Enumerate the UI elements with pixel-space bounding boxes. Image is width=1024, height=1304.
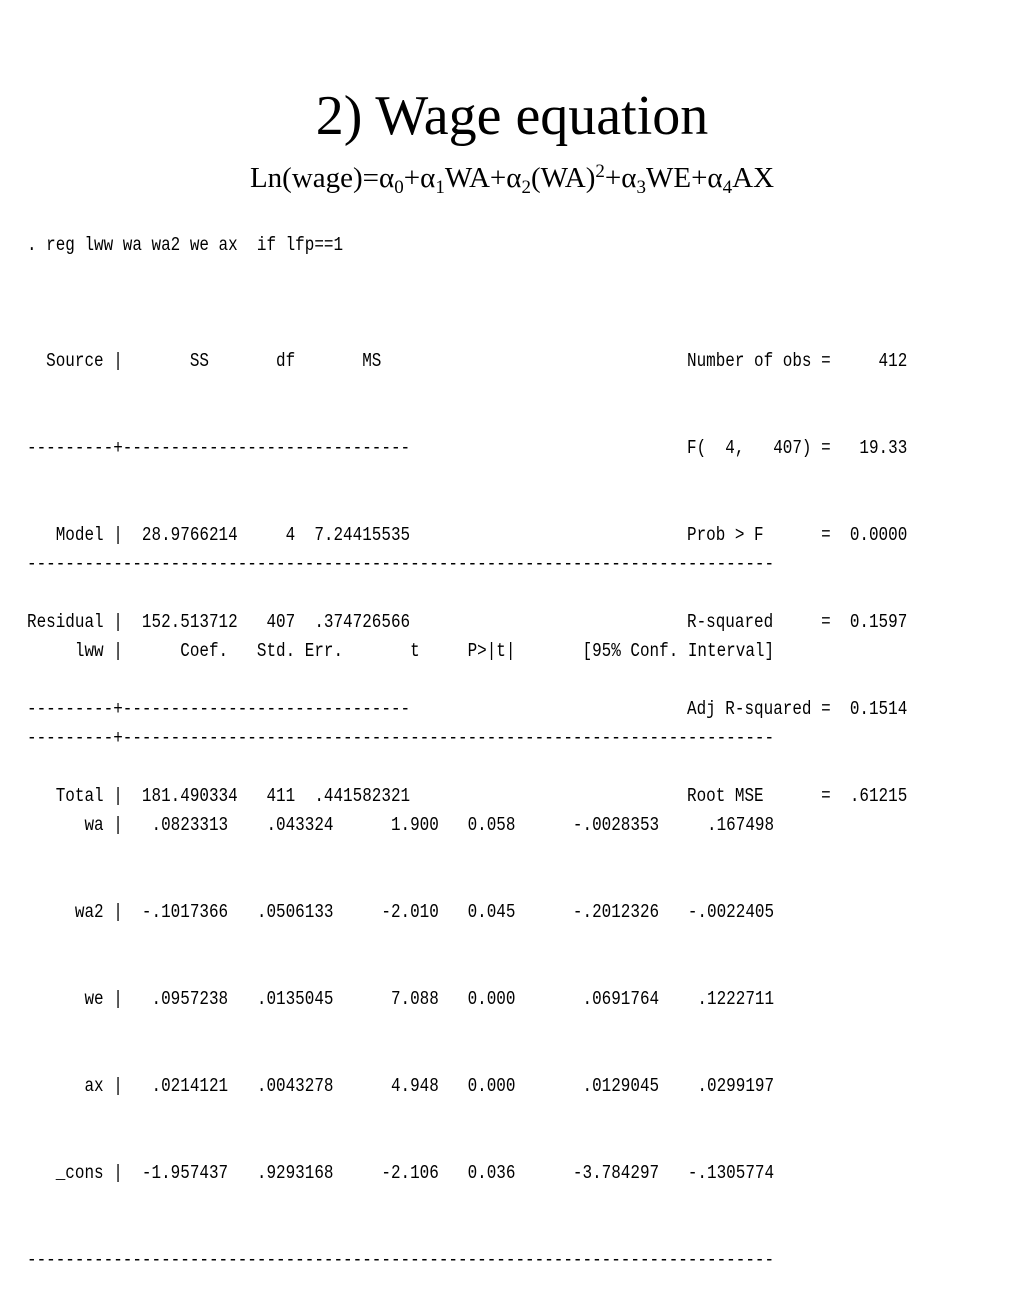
stat-root-mse: Root MSE = .61215 bbox=[687, 785, 908, 807]
alpha-4: α bbox=[707, 162, 723, 194]
anova-row-total: Total | 181.490334 411 .441582321 bbox=[27, 785, 411, 807]
alpha-0: α bbox=[379, 162, 395, 194]
term-we: WE bbox=[645, 162, 692, 194]
square-exponent: 2 bbox=[595, 161, 605, 182]
coef-row-cons: _cons | -1.957437 .9293168 -2.106 0.036 -3.784297 -.1305774 bbox=[27, 1162, 775, 1184]
stat-number-of-obs: Number of obs = 412 bbox=[687, 350, 908, 372]
equation-lhs: Ln(wage)= bbox=[249, 162, 380, 194]
anova-row-residual: Residual | 152.513712 407 .374726566 bbox=[27, 611, 411, 633]
stat-r-squared: R-squared = 0.1597 bbox=[687, 611, 908, 633]
stat-f: F( 4, 407) = 19.33 bbox=[687, 437, 908, 459]
coef-header: lww | Coef. Std. Err. t P>|t| [95% Conf. Interval] bbox=[27, 640, 775, 662]
wage-equation bbox=[0, 154, 1024, 206]
alpha-2: α bbox=[506, 162, 522, 194]
alpha-4-subscript: 4 bbox=[722, 177, 733, 198]
anova-separator-top: ---------+------------------------------ bbox=[27, 437, 411, 459]
plus-4: + bbox=[691, 162, 708, 194]
coef-row-ax: ax | .0214121 .0043278 4.948 0.000 .0129045 .0299197 bbox=[27, 1075, 775, 1097]
coef-row-we: we | .0957238 .0135045 7.088 0.000 .0691764 .1222711 bbox=[27, 988, 775, 1010]
alpha-1-subscript: 1 bbox=[435, 177, 445, 198]
anova-row-model: Model | 28.9766214 4 7.24415535 bbox=[27, 524, 411, 546]
term-ax: AX bbox=[732, 162, 775, 194]
anova-separator-bottom: ---------+------------------------------ bbox=[27, 698, 411, 720]
plus-1: + bbox=[403, 162, 421, 194]
coef-rule-top: ------------------------------------------------------------------------------ bbox=[27, 553, 775, 575]
alpha-0-subscript: 0 bbox=[394, 177, 404, 198]
term-wa: WA bbox=[444, 162, 490, 194]
coef-row-wa: wa | .0823313 .043324 1.900 0.058 -.0028353 .167498 bbox=[27, 814, 775, 836]
term-wa-squared: (WA) bbox=[530, 162, 596, 194]
coefficient-table bbox=[27, 492, 774, 1304]
coef-row-wa2: wa2 | -.1017366 .0506133 -2.010 0.045 -.2012326 -.0022405 bbox=[27, 901, 775, 923]
coef-rule-mid: ---------+-------------------------------------------------------------------- bbox=[27, 727, 775, 749]
stata-command: . reg lww wa wa2 we ax if lfp==1 bbox=[27, 234, 344, 256]
alpha-1: α bbox=[420, 162, 436, 194]
stat-prob-f: Prob > F = 0.0000 bbox=[687, 524, 908, 546]
plus-3: + bbox=[604, 162, 622, 194]
alpha-3-subscript: 3 bbox=[636, 177, 646, 198]
plus-2: + bbox=[489, 162, 507, 194]
alpha-2-subscript: 2 bbox=[521, 177, 531, 198]
slide-title: 2) Wage equation bbox=[315, 85, 709, 147]
anova-header: Source | SS df MS bbox=[27, 350, 382, 372]
alpha-3: α bbox=[621, 162, 637, 194]
stat-adj-r-squared: Adj R-squared = 0.1514 bbox=[687, 698, 908, 720]
coef-rule-bottom: ------------------------------------------------------------------------------ bbox=[27, 1249, 775, 1271]
